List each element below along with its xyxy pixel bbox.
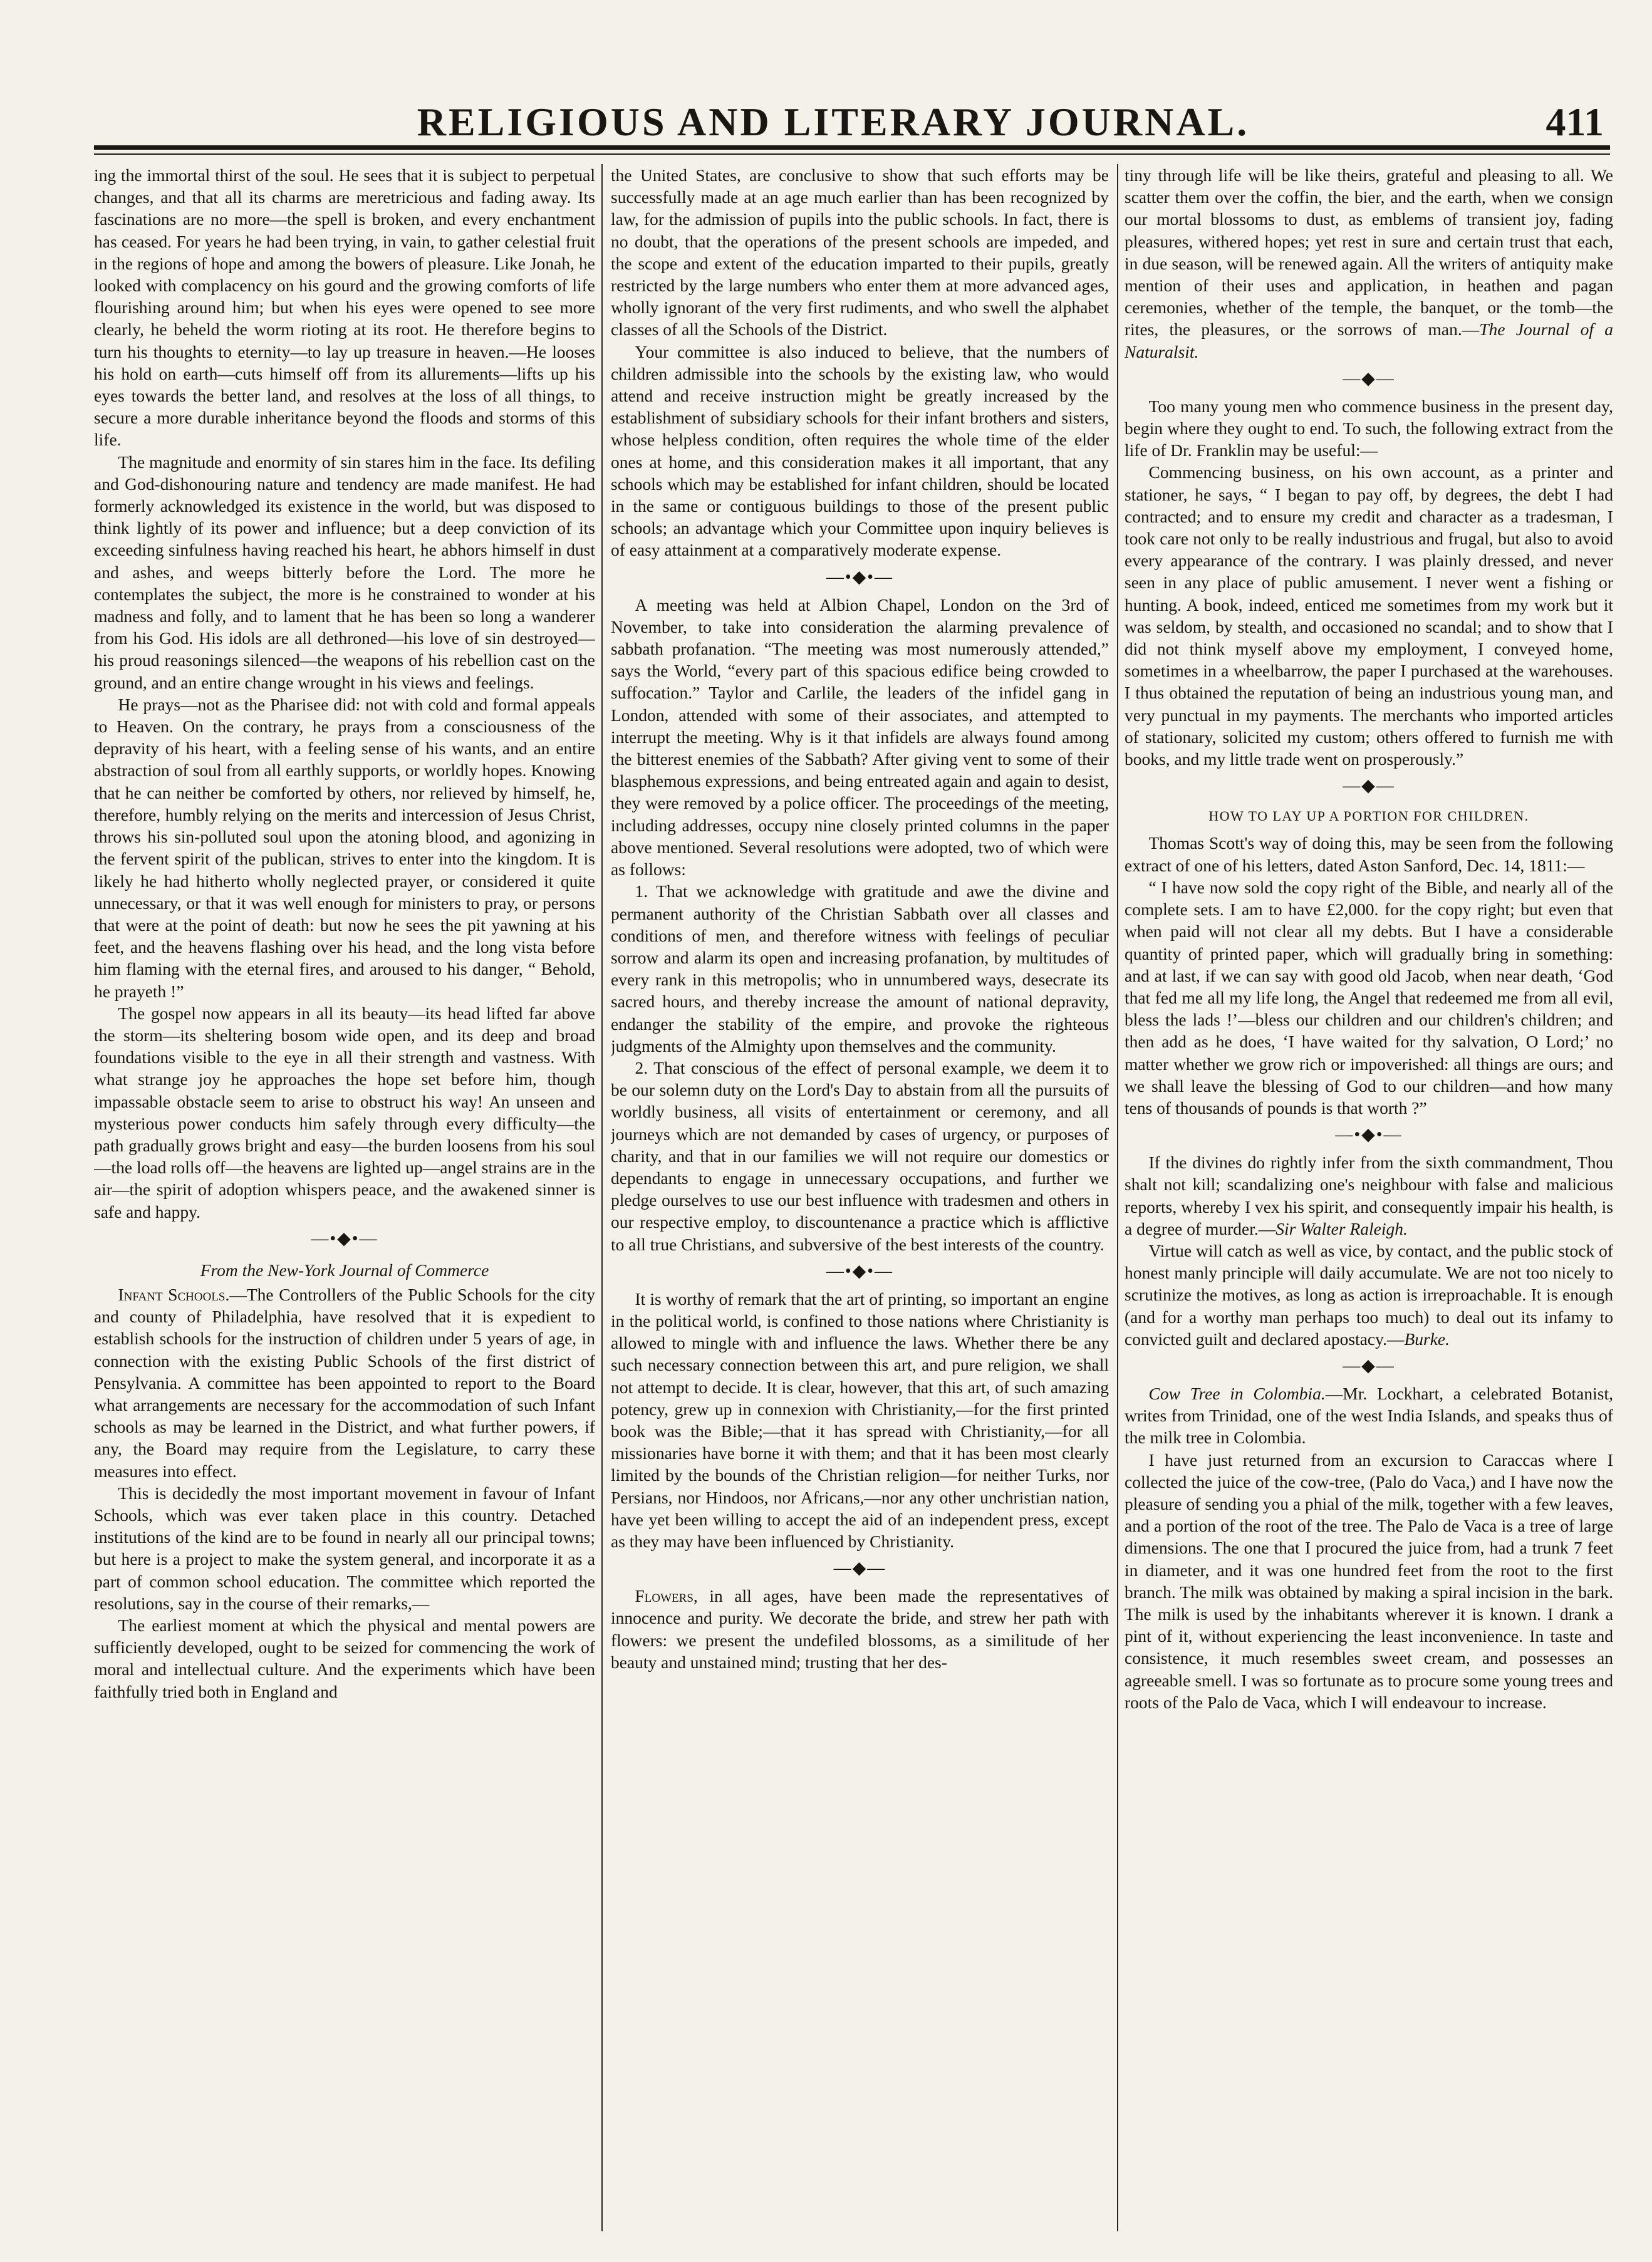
paragraph-text: tiny through life will be like theirs, grateful and pleasing to all. We scatter them over the coffin, the bier, and the earth, when we consign our mortal blossoms to dust, as emblems of transient joy, fading pleasures, withered hopes; yet rest in sure and certain trust that each, in due season, will be renewed again. All the writers of antiquity make mention of their uses and application, in heathen and pagan ceremonies, whether of the temple, the banquet, or the tomb—the rites, the pleasures, or the sorrows of man.— <box>1125 165 1613 340</box>
section-ornament: —◆— <box>1343 1356 1395 1376</box>
paragraph: The gospel now appears in all its beauty—its head lifted far above the storm—its sheltering bosom wide open, and its deep and broad foundations visible to the eye in all their strength and vastness. With what strange joy he approaches the hope set before him, though impassable obstacle seem to arise to obstruct his way! An unseen and mysterious power conducts him safely through every difficulty—the path gradually grows bright and easy—the burden loosens from his soul—the load rolls off—the heavens are lighted up—angel strains are in the air—the spirit of adoption whispers peace, and the awakened sinner is safe and happy. <box>94 1003 595 1222</box>
paragraph: 1. That we acknowledge with gratitude and awe the divine and permanent authority of the Christian Sabbath over all classes and conditions of men, and therefore witness with feelings of peculiar sorrow and alarm its open and increasing profanation, by multitudes of every rank in this metropolis; who in unnumbered ways, desecrate its sacred hours, and thereby increase the amount of national depravity, endanger the stability of the empire, and provoke the righteous judgments of the Almighty upon themselves and the community. <box>611 881 1109 1056</box>
running-title: RELIGIOUS AND LITERARY JOURNAL. <box>417 100 1250 144</box>
section-ornament: —◆— <box>833 1559 886 1579</box>
paragraph-text: If the divines do rightly infer from the sixth commandment, Thou shalt not kill; scandalizing one's neighbour with false and malicious reports, whereby I vex his spirit, and consequently impair his health, is a degree of murder.— <box>1125 1153 1613 1238</box>
section-heading: HOW TO LAY UP A PORTION FOR CHILDREN. <box>1208 808 1529 824</box>
paragraph: Thomas Scott's way of doing this, may be seen from the following extract of one of his letters, dated Aston Sanford, Dec. 14, 1811:— <box>1125 833 1613 875</box>
paragraph <box>1125 164 1613 363</box>
citation: Sir Walter Raleigh. <box>1275 1218 1408 1238</box>
citation: The Journal of a Naturalsit. <box>1125 319 1613 361</box>
paragraph <box>1125 1240 1613 1350</box>
paragraph-text: in all ages, have been made the representatives of innocence and purity. We decorate the bride, and strew her path with flowers: we present the undefiled blossoms, as a similitude of her beauty and unstained mind; trusting that her des- <box>611 1586 1109 1672</box>
paragraph <box>611 1585 1109 1673</box>
column-2 <box>611 164 1109 2231</box>
citation: Burke. <box>1404 1329 1450 1349</box>
page-header <box>56 94 1610 163</box>
paragraph: “ I have now sold the copy right of the Bible, and nearly all of the complete sets. I am to have £2,000. for the copy right; but even that when paid will not clear all my debts. But I have a considerable quantity of printed paper, which will gradually bring in something: and at last, if we can say with good old Jacob, when near death, ‘God that fed me all my life long, the Angel that redeemed me from all evil, bless the lads !’—bless our children and our children's children; and then add as he does, ‘I have waited for thy salvation, O Lord;’ no matter whether we grow rich or impoverished: all things are ours; and we shall leave the blessing of God to our children—and how many tens of thousands of pounds is that worth ?” <box>1125 877 1613 1118</box>
header-rule-thick <box>94 145 1610 150</box>
paragraph: 2. That conscious of the effect of personal example, we deem it to be our solemn duty on the Lord's Day to abstain from all the pursuits of worldly business, all visits of entertainment or ceremony, and all journeys which are not demanded by cases of urgency, or purposes of charity, and that in our families we will not require our domestics or dependants to engage in unnecessary occupations, and further we pledge ourselves to use our best influence with tradesmen and others in our respective employ, to discountenance a practice which is afflictive to all true Christians, and subversive of the best interests of the country. <box>611 1057 1109 1254</box>
paragraph: The magnitude and enormity of sin stares him in the face. Its defiling and God-dishonouring nature and tendency are made manifest. He had formerly acknowledged its existence in the world, but was disposed to think lightly of its power and influence; but a deep conviction of its exceeding sinfulness having reached his heart, he abhors himself in dust and ashes, and weeps bitterly before the Lord. The more he contemplates the subject, the more is he constrained to wonder at his madness and folly, and to lament that he has been so long a wanderer from his God. His idols are all dethroned—his love of sin destroyed—his proud reasonings silenced—the weapons of his rebellion cast on the ground, and an entire change wrought in his views and feelings. <box>94 452 595 692</box>
paragraph: A meeting was held at Albion Chapel, London on the 3rd of November, to take into consideration the alarming prevalence of sabbath profanation. “The meeting was most numerously attended,” says the World, “every part of this spacious edifice being crowded to suffocation.” Taylor and Carlile, the leaders of the infidel gang in London, attended with some of their associates, and attempted to interrupt the meeting. Why is it that infidels are always found among the bitterest enemies of the Sabbath? After giving vent to some of their blasphemous expressions, and being entreated again and again to desist, they were removed by a police officer. The proceedings of the meeting, including addresses, occupy nine closely printed columns in the paper above mentioned. Several resolutions were adopted, two of which were as follows: <box>611 594 1109 879</box>
paragraph: He prays—not as the Pharisee did: not with cold and formal appeals to Heaven. On the contrary, he prays from a consciousness of the depravity of his heart, with a feeling sense of his wants, and an entire abstraction of soul from all earthly supports, or worldly hopes. Knowing that he can neither be comforted by others, nor relieved by himself, he, therefore, humbly relying on the merits and intercession of Jesus Christ, throws his sin-polluted soul upon the atoning blood, and agonizing in the fervent spirit of the publican, strives to enter into the kingdom. It is likely he had hitherto wholly neglected prayer, or considered it quite unnecessary, or that it was well enough for ministers to pray, or persons that were at the point of death: but now he sees the pit yawning at his feet, and the heavens flashing over his head, and the long vista before him flaming with the eternal fires, and aroused to his danger, “ Behold, he prayeth !” <box>94 694 595 1001</box>
header-rule-thin <box>94 153 1610 155</box>
section-ornament: —•◆•— <box>826 567 894 587</box>
column-divider <box>601 164 603 2231</box>
paragraph: ing the immortal thirst of the soul. He sees that it is subject to perpetual changes, and that all its charms are meretricious and fading away. Its fascinations are no more—the spell is broken, and every enchantment has ceased. For years he had been trying, in vain, to gather celestial fruit in the regions of hope and among the bowers of pleasure. Like Jonah, he looked with complacency on his gourd and the growing comforts of life flourishing around him; but when his eyes were opened to see more clearly, he beheld the worm rioting at its root. He therefore begins to turn his thoughts to eternity—to lay up treasure in heaven.—He looses his hold on earth—cuts himself off from its allurements—lifts up his eyes towards the better land, and resolves at the loss of all things, to secure a more durable inheritance beyond the floods and storms of this life. <box>94 165 595 450</box>
paragraph-text: —The Controllers of the Public Schools for the city and county of Philadelphia, have resolved that it is expedient to establish schools for the instruction of children under 5 years of age, in connection with the existing Public Schools of the first district of Pensylvania. A committee has been appointed to report to the Board what arrangements are necessary for the accommodation of such Infant schools as may be learned in the District, and what further powers, if any, the Board may require from the Legislature, to carry these measures into effect. <box>94 1284 595 1481</box>
column-divider <box>1117 164 1118 2231</box>
paragraph: the United States, are conclusive to show that such efforts may be successfully made at an age much earlier than has been recognized by law, for the admission of pupils into the public schools. In fact, there is no doubt, that the operations of the present schools are impeded, and the scope and extent of the education imparted to their pupils, greatly restricted by the large numbers who enter them at more advanced ages, wholly ignorant of the very first rudiments, and who swell the alphabet classes of all the Schools of the District. <box>611 165 1109 340</box>
section-ornament: —•◆•— <box>311 1228 378 1248</box>
article-lead: Cow Tree in Colombia. <box>1148 1383 1326 1403</box>
paragraph <box>1125 1383 1613 1449</box>
article-source: From the New-York Journal of Commerce <box>200 1260 489 1280</box>
column-1 <box>94 164 595 2231</box>
paragraph <box>1125 1151 1613 1240</box>
paragraph: I have just returned from an excursion to Caraccas where I collected the juice of the cow-tree, (Palo do Vaca,) and I have now the pleasure of sending you a phial of the milk, together with a few leaves, and a portion of the root of the tree. The Palo de Vaca is a tree of large dimensions. The one that I procured the juice from, had a trunk 7 feet in diameter, and it was one hundred feet from the root to the first branch. The milk was obtained by making a spiral incision in the bark. The milk is used by the inhabitants wherever it is known. I drank a pint of it, without experiencing the least inconvenience. In taste and consistence, it much resembles sweet cream, and possesses an agreeable smell. I was so fortunate as to procure some young trees and roots of the Palo de Vaca, which I will endeavour to increase. <box>1125 1450 1613 1712</box>
page-number: 411 <box>1546 100 1604 144</box>
column-3 <box>1125 164 1613 2231</box>
paragraph: Your committee is also induced to believe, that the numbers of children admissible into the schools by the existing law, who would attend and receive instruction might be greatly increased by the establishment of subsidiary schools for their infant brothers and sisters, whose helpless condition, often requires the whole time of the elder ones at home, and this consideration makes it all important, that any schools which may be established for infant children, should be located in the same or contiguous buildings to those of the present public schools; an advantage which your Committee upon inquiry believes is of easy attainment at a comparatively moderate expense. <box>611 341 1109 560</box>
section-ornament: —◆— <box>1343 368 1395 388</box>
paragraph-text: Virtue will catch as well as vice, by contact, and the public stock of honest manly principle will daily accumulate. We are not too nicely to scrutinize the motives, as long as action is irreproachable. It is enough (and for a worthy man perhaps too much) to deal out its infamy to convicted guilt and declared apostacy.— <box>1125 1240 1613 1349</box>
paragraph: It is worthy of remark that the art of printing, so important an engine in the political world, is confined to those nations where Christianity is allowed to mingle with and influence the laws. Whether there be any such necessary connection between this art, and pure religion, we shall not attempt to decide. It is clear, however, that this art, of such amazing potency, grew up in connexion with Christianity,—for the first printed book was the Bible;—that it has spread with Christianity,—for all missionaries have borne it with them; and that it has been most clearly limited by the bounds of the Christian religion—for neither Turks, nor Persians, nor Hindoos, nor Africans,—nor any other unchristian nation, have yet been willing to accept the aid of an independent press, except as they may have been influenced by Christianity. <box>611 1289 1109 1551</box>
paragraph <box>94 1284 595 1482</box>
paragraph: This is decidedly the most important movement in favour of Infant Schools, which was ever taken place in this country. Detached institutions of the kind are to be found in nearly all our principal towns; but here is a project to make the system general, and incorporate it as a part of common school education. The committee which reported the resolutions, say in the course of their remarks,— <box>94 1483 595 1613</box>
article-lead: Flowers, <box>635 1586 698 1606</box>
paragraph: The earliest moment at which the physical and mental powers are sufficiently developed, ought to be seized for commencing the work of moral and intellectual culture. And the experiments which have been faithfully tried both in England and <box>94 1616 595 1701</box>
article-lead: Infant Schools. <box>118 1284 230 1304</box>
section-ornament: —◆— <box>1343 776 1395 796</box>
section-ornament: —•◆•— <box>1335 1125 1403 1145</box>
paragraph: Commencing business, on his own account, as a printer and stationer, he says, “ I began to pay off, by degrees, the debt I had contracted; and to ensure my credit and character as a tradesman, I took care not only to be really industrious and frugal, but also to avoid every appearance of the contrary. I was plainly dressed, and never seen in any place of public amusement. I never went a fishing or hunting. A book, indeed, enticed me sometimes from my work but it was seldom, by stealth, and occasioned no scandal; and to show that I did not think myself above my employment, I conveyed home, sometimes in a wheelbarrow, the paper I purchased at the warehouses. I thus obtained the reputation of being an industrious young man, and very punctual in my payments. The merchants who imported articles of stationary, solicited my custom; others offered to furnish me with books, and my little trade went on prosperously.” <box>1125 462 1613 769</box>
paragraph: Too many young men who commence business in the present day, begin where they ought to end. To such, the following extract from the life of Dr. Franklin may be useful:— <box>1125 396 1613 460</box>
paragraph-text: —Mr. Lockhart, a celebrated Botanist, writes from Trinidad, one of the west India Islands, and speaks thus of the milk tree in Colombia. <box>1125 1383 1613 1448</box>
section-ornament: —•◆•— <box>826 1261 894 1281</box>
